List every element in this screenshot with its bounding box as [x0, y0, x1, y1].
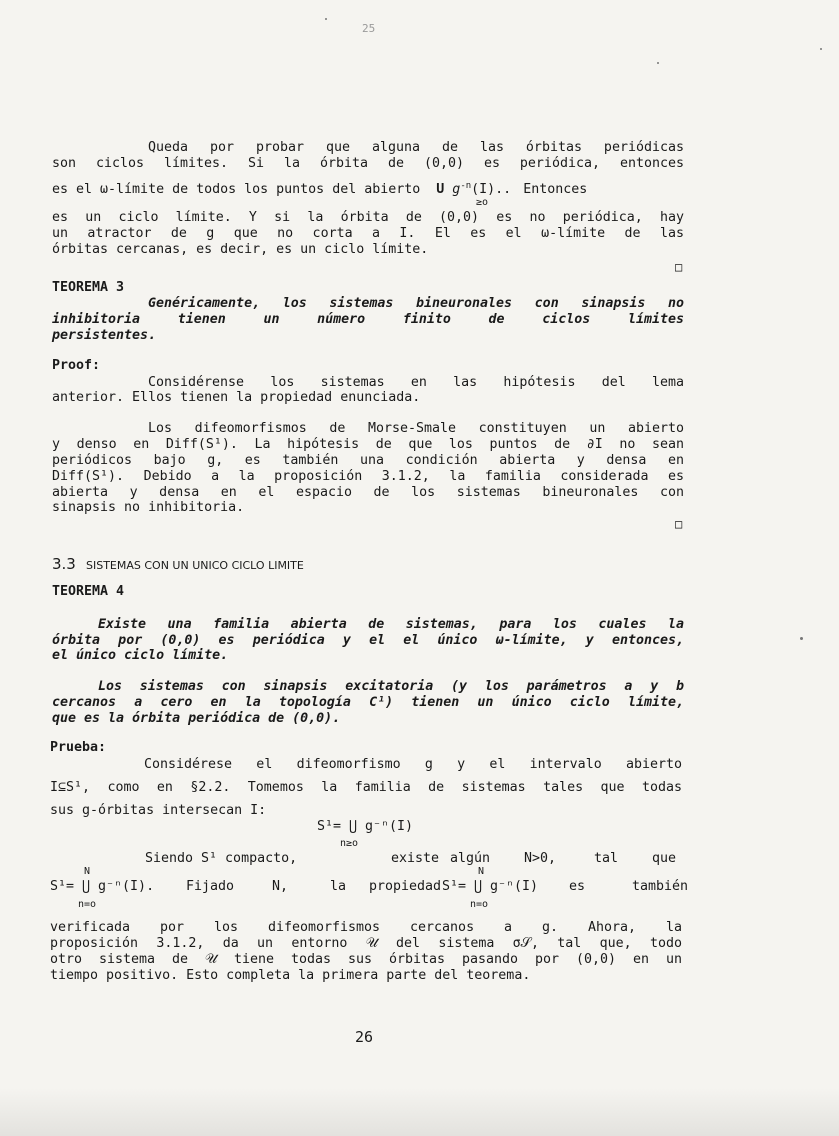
teorema-3-line-2: inhibitoria tienen un número finito de ciclos límites [52, 312, 684, 327]
prueba-line-2: I⊆S¹, como en §2.2. Tomemos la familia de sistemas tales que todas [50, 780, 682, 795]
prueba-line-5d: la [330, 879, 347, 894]
prueba-line-8: otro sistema de 𝒰 tiene todas sus órbitas pasando por (0,0) en un [50, 952, 682, 967]
prueba-line-4d: N>0, [524, 851, 557, 866]
lim-top-1: N [84, 866, 91, 877]
scan-bottom-edge [0, 1088, 839, 1136]
qed-symbol-2: □ [675, 517, 683, 531]
p1-line-2: son ciclos límites. Si la órbita de (0,0) es periódica, entonces [52, 156, 684, 171]
prueba-line-5c: N, [272, 879, 289, 894]
prueba-line-4a: Siendo S¹ compacto, [145, 851, 298, 866]
teorema-3-heading: TEOREMA 3 [52, 280, 125, 295]
p1-line-3-end: Entonces [523, 182, 588, 197]
scan-speck [325, 18, 327, 20]
prueba-line-5e: propiedad [369, 879, 442, 894]
prueba-line-4c: algún [450, 851, 491, 866]
p1-line-5: un atractor de g que no corta a I. El es el ω-límite de las [52, 226, 684, 241]
teorema-4-line-1: Existe una familia abierta de sistemas, para los cuales la [98, 617, 684, 632]
lim-bot-2: n=o [470, 899, 489, 910]
proof-line-3: Los difeomorfismos de Morse-Smale constituyen un abierto [148, 421, 684, 436]
teorema-3-line-1: Genéricamente, los sistemas bineuronales con sinapsis no [148, 296, 684, 311]
proof-line-8: sinapsis no inhibitoria. [52, 500, 245, 515]
equation-1: S¹= ⋃ g⁻ⁿ(I) [316, 819, 414, 834]
prueba-line-5f: S¹= ⋃ g⁻ⁿ(I) [442, 879, 539, 894]
teorema-4-line-3: el único ciclo límite. [52, 648, 229, 663]
teorema-4-line-5: cercanos a cero en la topología C¹) tienen un único ciclo límite, [52, 695, 684, 710]
top-page-marker: 25 [362, 22, 376, 35]
proof-line-5: periódicos bajo g, es también una condición abierta y densa en [52, 453, 684, 468]
teorema-4-line-6: que es la órbita periódica de (0,0). [52, 711, 341, 726]
lim-top-2: N [478, 866, 485, 877]
prueba-line-9: tiempo positivo. Esto completa la primera parte del teorema. [50, 968, 531, 983]
prueba-line-7: proposición 3.1.2, da un entorno 𝒰 del sistema σ𝒮, tal que, todo [50, 936, 682, 951]
prueba-line-5g: es [569, 879, 586, 894]
prueba-line-4e: tal [594, 851, 619, 866]
scan-speck [820, 48, 822, 50]
prueba-line-6: verificada por los difeomorfismos cercanos a g. Ahora, la [50, 920, 682, 935]
prueba-line-5b: Fijado [186, 879, 235, 894]
scan-speck [800, 637, 803, 640]
proof-line-4: y denso en Diff(S¹). La hipótesis de que los puntos de ∂I no sean [52, 437, 684, 452]
teorema-3-line-3: persistentes. [52, 328, 157, 343]
p1-line-4: es un ciclo límite. Y si la órbita de (0,0) es no periódica, hay [52, 210, 684, 225]
prueba-line-5h: también [632, 879, 689, 894]
section-number: 3.3 [52, 555, 76, 573]
section-heading [52, 555, 304, 573]
page-number: 26 [355, 1028, 374, 1046]
prueba-heading: Prueba: [50, 740, 107, 755]
p1-line-3-arg: (I).. [471, 182, 512, 197]
proof-line-6: Diff(S¹). Debido a la proposición 3.1.2, la familia considerada es [52, 469, 684, 484]
proof-line-2: anterior. Ellos tienen la propiedad enunciada. [52, 390, 421, 405]
p1-line-6: órbitas cercanas, es decir, es un ciclo límite. [52, 242, 429, 257]
p1-line-1: Queda por probar que alguna de las órbitas periódicas [148, 140, 684, 155]
prueba-line-4b: existe [391, 851, 440, 866]
qed-symbol: □ [675, 260, 683, 274]
scan-speck [657, 62, 659, 64]
proof-line-1: Considérense los sistemas en las hipótesis del lema [148, 375, 684, 390]
proof-line-7: abierta y densa en el espacio de los sistemas bineuronales con [52, 485, 684, 500]
union-symbol: U [436, 182, 445, 197]
prueba-line-4f: que [652, 851, 677, 866]
teorema-4-heading: TEOREMA 4 [52, 584, 125, 599]
prueba-line-3: sus g-órbitas intersecan I: [50, 803, 267, 818]
section-title: SISTEMAS CON UN UNICO CICLO LIMITE [86, 559, 304, 572]
p1-line-3 [52, 179, 587, 197]
equation-1-subscript: n≥o [340, 838, 359, 849]
prueba-line-5a: S¹= ⋃ g⁻ⁿ(I). [50, 879, 155, 894]
p1-line-3-text: es el ω-límite de todos los puntos del abierto [52, 182, 421, 197]
teorema-4-line-2: órbita por (0,0) es periódica y el el único ω-límite, y entonces, [52, 633, 684, 648]
teorema-4-line-4: Los sistemas con sinapsis excitatoria (y los parámetros a y b [98, 679, 684, 694]
prueba-line-1: Considérese el difeomorfismo g y el intervalo abierto [144, 757, 682, 772]
proof-heading: Proof: [52, 358, 101, 373]
union-lower-limit: ≥o [476, 197, 489, 208]
g-inverse: $g^{-n}$ [452, 181, 472, 197]
lim-bot-1: n=o [78, 899, 97, 910]
